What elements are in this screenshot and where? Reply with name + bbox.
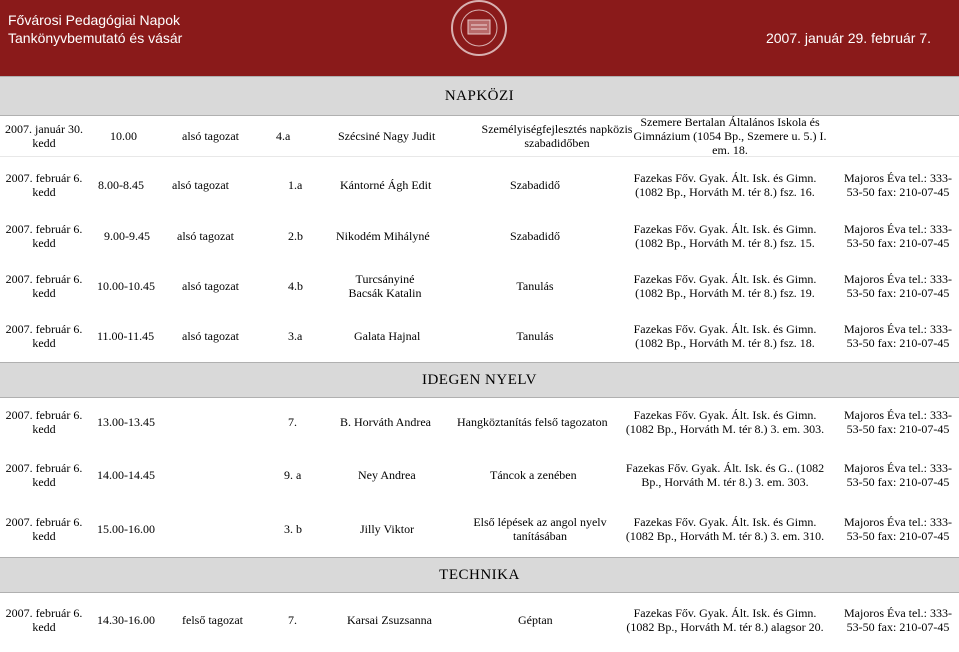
row-date: 2007. február 6. kedd [5,222,83,250]
row-class: 1.a [288,178,303,192]
row-grade: alsó tagozat [177,229,234,243]
row-class: 7. [288,613,297,627]
section-title-napkozi: NAPKÖZI [0,76,959,116]
row-class: 7. [288,415,297,429]
table-row [0,503,959,555]
row-teacher: Kántorné Ágh Edit [340,178,432,192]
logo [440,0,518,62]
row-teacher: Karsai Zsuzsanna [347,613,432,627]
row-class: 3. b [284,522,302,536]
table-row [0,450,959,500]
row-class: 4.a [276,128,291,143]
row-time: 13.00-13.45 [97,415,155,429]
table-row [0,262,959,310]
row-location: Fazekas Főv. Gyak. Ált. Isk. és Gimn. (1082 Bp., Horváth M. tér 8.) fsz. 18. [633,322,817,350]
row-time: 10.00 [110,128,137,143]
row-date: 2007. február 6. kedd [5,171,83,199]
row-teacher: Turcsányiné Bacsák Katalin [348,272,422,300]
row-topic: Első lépések az angol nyelv tanításában [473,515,607,543]
row-class: 4.b [288,279,303,293]
row-topic: Személyiségfejlesztés napközis szabadidőben [481,121,633,150]
header-date-range: 2007. január 29. február 7. [765,30,931,46]
row-teacher: Galata Hajnal [354,329,421,343]
table-row [0,115,959,156]
row-teacher: Nikodém Mihályné [336,229,430,243]
row-time: 8.00-8.45 [98,178,144,192]
row-grade: alsó tagozat [172,178,229,192]
row-contact: Majoros Éva tel.: 333-53-50 fax: 210-07-45 [844,272,952,300]
header-subtitle: Tankönyvbemutató és vásár [8,30,183,46]
row-location: Fazekas Főv. Gyak. Ált. Isk. és Gimn. (1082 Bp., Horváth M. tér 8.) 3. em. 303. [625,408,825,436]
row-time: 14.00-14.45 [97,468,155,482]
row-location: Fazekas Főv. Gyak. Ált. Isk. és Gimn. (1082 Bp., Horváth M. tér 8.) fsz. 19. [633,272,817,300]
row-class: 2.b [288,229,303,243]
table-row [0,160,959,210]
row-date: 2007. február 6. kedd [5,461,83,489]
page-header [0,0,959,76]
row-time: 15.00-16.00 [97,522,155,536]
row-contact: Majoros Éva tel.: 333-53-50 fax: 210-07-45 [844,515,952,543]
row-teacher: Ney Andrea [358,468,416,482]
row-date: 2007. február 6. kedd [5,272,83,300]
table-row [0,312,959,360]
row-contact: Majoros Éva tel.: 333-53-50 fax: 210-07-45 [844,171,952,199]
row-location: Szemere Bertalan Általános Iskola és Gimnázium (1054 Bp., Szemere u. 5.) I. em. 18. [633,114,827,157]
row-topic: Géptan [518,613,553,627]
row-grade: alsó tagozat [182,279,239,293]
row-time: 10.00-10.45 [97,279,155,293]
row-location: Fazekas Főv. Gyak. Ált. Isk. és Gimn. (1082 Bp., Horváth M. tér 8.) 3. em. 310. [625,515,825,543]
header-title: Fővárosi Pedagógiai Napok [8,12,180,28]
row-time: 14.30-16.00 [97,613,155,627]
row-topic: Szabadidő [510,178,560,192]
row-teacher: Szécsiné Nagy Judit [338,128,436,143]
table-row [0,397,959,447]
row-contact: Majoros Éva tel.: 333-53-50 fax: 210-07-45 [844,606,952,634]
row-time: 9.00-9.45 [104,229,150,243]
row-topic: Tanulás [516,329,554,343]
row-location: Fazekas Főv. Gyak. Ált. Isk. és G.. (1082 Bp., Horváth M. tér 8.) 3. em. 303. [625,461,825,489]
row-contact: Majoros Éva tel.: 333-53-50 fax: 210-07-45 [844,322,952,350]
row-class: 3.a [288,329,303,343]
row-teacher: Jilly Viktor [360,522,415,536]
row-topic: Táncok a zenében [490,468,577,482]
row-location: Fazekas Főv. Gyak. Ált. Isk. és Gimn. (1082 Bp., Horváth M. tér 8.) alagsor 20. [626,606,824,634]
row-grade: alsó tagozat [182,128,239,143]
row-location: Fazekas Főv. Gyak. Ált. Isk. és Gimn. (1082 Bp., Horváth M. tér 8.) fsz. 16. [633,171,817,199]
row-time: 11.00-11.45 [97,329,155,343]
row-class: 9. a [284,468,302,482]
row-date: 2007. február 6. kedd [5,408,83,436]
row-date: 2007. február 6. kedd [5,322,83,350]
row-date: 2007. február 6. kedd [5,606,83,634]
row-contact: Majoros Éva tel.: 333-53-50 fax: 210-07-45 [844,461,952,489]
row-location: Fazekas Főv. Gyak. Ált. Isk. és Gimn. (1082 Bp., Horváth M. tér 8.) fsz. 15. [633,222,817,250]
row-teacher: B. Horváth Andrea [340,415,431,429]
table-row [0,212,959,260]
row-divider [0,156,959,157]
row-date: 2007. január 30. kedd [5,121,83,150]
row-topic: Tanulás [516,279,554,293]
row-date: 2007. február 6. kedd [5,515,83,543]
row-contact: Majoros Éva tel.: 333-53-50 fax: 210-07-45 [844,408,952,436]
row-topic: Szabadidő [510,229,560,243]
section-title-idegen-nyelv: IDEGEN NYELV [0,362,959,398]
row-grade: felső tagozat [182,613,243,627]
row-contact: Majoros Éva tel.: 333-53-50 fax: 210-07-45 [844,222,952,250]
section-title-technika: TECHNIKA [0,557,959,593]
table-row [0,592,959,648]
row-topic: Hangköztanítás felső tagozaton [457,415,608,429]
row-grade: alsó tagozat [182,329,239,343]
